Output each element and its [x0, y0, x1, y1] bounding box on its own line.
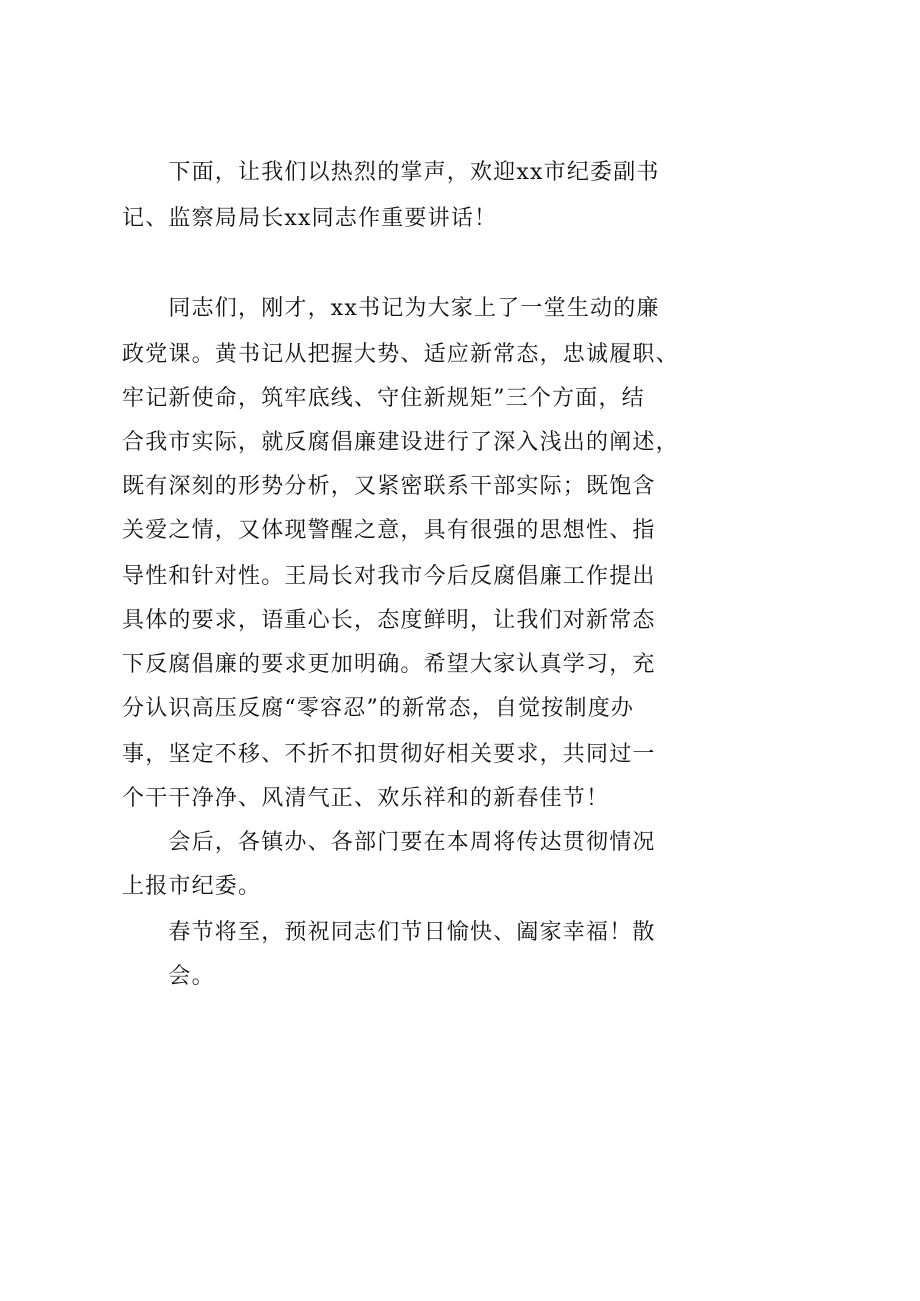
paragraph-2-line-8: 具体的要求，语重心长，态度鲜明，让我们对新常态	[122, 608, 656, 633]
paragraph-2-line-3: 牢记新使命，筑牢底线、守住新规矩”三个方面，结	[122, 386, 645, 411]
paragraph-2-line-2: 政党课。黄书记从把握大势、适应新常态，忠诚履职、	[122, 342, 679, 367]
paragraph-3-line-1: 会后，各镇办、各部门要在本周将传达贯彻情况	[122, 830, 656, 855]
paragraph-4-line-1: 春节将至，预祝同志们节日愉快、阖家幸福！散	[122, 920, 656, 945]
paragraph-2-line-9: 下反腐倡廉的要求更加明确。希望大家认真学习，充	[122, 652, 656, 677]
paragraph-2-line-10: 分认识高压反腐“零容忍”的新常态，自觉按制度办	[122, 696, 635, 721]
paragraph-2-line-11: 事，坚定不移、不折不扣贯彻好相关要求，共同过一	[122, 742, 656, 767]
paragraph-3-line-2: 上报市纪委。	[122, 874, 262, 899]
paragraph-2-line-7: 导性和针对性。王局长对我市今后反腐倡廉工作提出	[122, 564, 656, 589]
paragraph-1-line-2: 记、监察局局长xx同志作重要讲话！	[122, 206, 498, 231]
paragraph-2-line-5: 既有深刻的形势分析，又紧密联系干部实际；既饱含	[122, 474, 656, 499]
paragraph-2-line-12: 个干干净净、风清气正、欢乐祥和的新春佳节！	[122, 786, 610, 811]
paragraph-2-line-6: 关爱之情，又体现警醒之意，具有很强的思想性、指	[122, 518, 656, 543]
paragraph-4-line-2: 会。	[122, 964, 215, 989]
paragraph-2-line-1: 同志们，刚才，xx书记为大家上了一堂生动的廉	[122, 296, 660, 321]
paragraph-1-line-1: 下面，让我们以热烈的掌声，欢迎xx市纪委副书	[122, 160, 660, 185]
paragraph-2-line-4: 合我市实际，就反腐倡廉建设进行了深入浅出的阐述，	[122, 430, 679, 455]
